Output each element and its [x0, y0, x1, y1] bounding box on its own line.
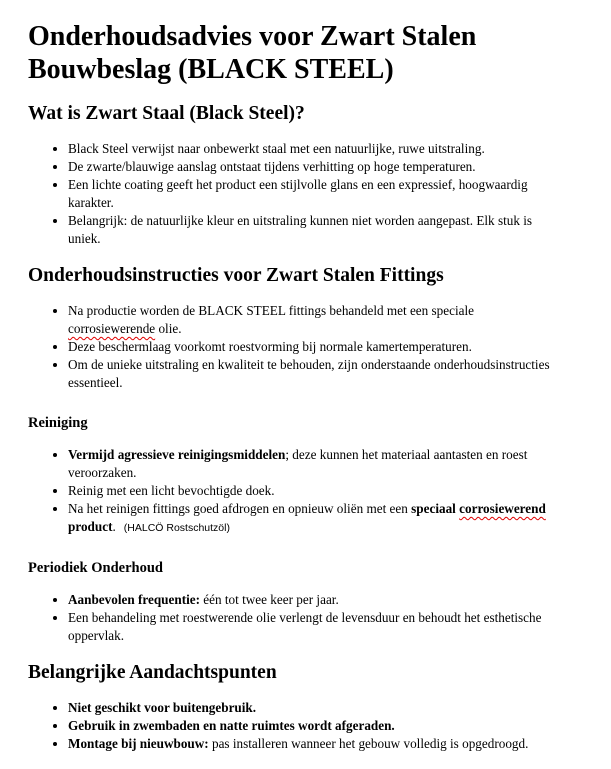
list-item — [68, 302, 557, 338]
bullet-text: Na het reinigen fittings goed afdrogen en opnieuw oliën met een — [68, 501, 412, 516]
list-item: • Een behandeling met roestwerende olie verlengt de levensduur en behoudt het esthetische oppervlak. — [68, 609, 557, 645]
bold-text: Aanbevolen frequentie: — [68, 592, 200, 607]
bullet-text: olie. — [155, 321, 182, 336]
bullet-text: ; deze kunnen het materiaal aantasten en roest veroorzaken. — [68, 447, 528, 480]
list-item: • Deze beschermlaag voorkomt roestvorming bij normale kamertemperaturen. — [68, 338, 557, 356]
misspelled-word: corrosiewerende — [68, 321, 156, 336]
reiniging-bullet-list — [28, 446, 583, 537]
list-item — [68, 591, 557, 609]
list-item — [68, 735, 557, 753]
list-item: • Black Steel verwijst naar onbewerkt staal met een natuurlijke, ruwe uitstraling. — [68, 140, 557, 158]
list-item: • Niet geschikt voor buitengebruik. — [68, 699, 557, 717]
bold-text: Montage bij nieuwbouw: — [68, 736, 209, 751]
misspelled-word: corrosiewerend — [459, 501, 546, 516]
heading-aandachtspunten: Belangrijke Aandachtspunten — [28, 662, 277, 683]
list-item: • Om de unieke uitstraling en kwaliteit te behouden, zijn onderstaande onderhoudsinstructies essentieel. — [68, 356, 557, 392]
bold-text: speciaal — [411, 501, 460, 516]
periodiek-bullet-list — [28, 591, 583, 645]
list-item: • Belangrijk: de natuurlijke kleur en uitstraling kunnen niet worden aangepast. Elk stuk is uniek. — [68, 212, 557, 248]
list-item: • De zwarte/blauwige aanslag ontstaat tijdens verhitting op hoge temperaturen. — [68, 158, 557, 176]
bullet-text: pas installeren wanneer het gebouw volledig is opgedroogd. — [208, 736, 529, 751]
list-item: • Een lichte coating geeft het product een stijlvolle glans en een expressief, hoogwaardig karakter. — [68, 176, 557, 212]
bullet-text: . — [112, 519, 116, 534]
list-item — [68, 446, 557, 482]
heading-reiniging: Reiniging — [28, 415, 88, 431]
list-item — [68, 500, 557, 537]
heading-wat-is-zwart-staal: Wat is Zwart Staal (Black Steel)? — [28, 103, 305, 124]
heading-onderhoudsinstructies: Onderhoudsinstructies voor Zwart Stalen Fittings — [28, 265, 444, 286]
intro-bullet-list — [28, 140, 583, 248]
product-note: (HALCÖ Rostschutzöl) — [123, 522, 230, 534]
list-item: • Reinig met een licht bevochtigde doek. — [68, 482, 557, 500]
bullet-text: één tot twee keer per jaar. — [200, 592, 339, 607]
heading-periodiek-onderhoud: Periodiek Onderhoud — [28, 560, 163, 576]
bold-text: product — [68, 519, 113, 534]
list-item: • Gebruik in zwembaden en natte ruimtes wordt afgeraden. — [68, 717, 557, 735]
document-title: Onderhoudsadvies voor Zwart Stalen Bouwbeslag (BLACK STEEL) — [28, 21, 477, 85]
instructies-bullet-list — [28, 302, 583, 392]
aandachtspunten-bullet-list — [28, 699, 583, 753]
bullet-text: Na productie worden de BLACK STEEL fittings behandeld met een speciale — [68, 303, 475, 318]
bold-text: Vermijd agressieve reinigingsmiddelen — [68, 447, 286, 462]
